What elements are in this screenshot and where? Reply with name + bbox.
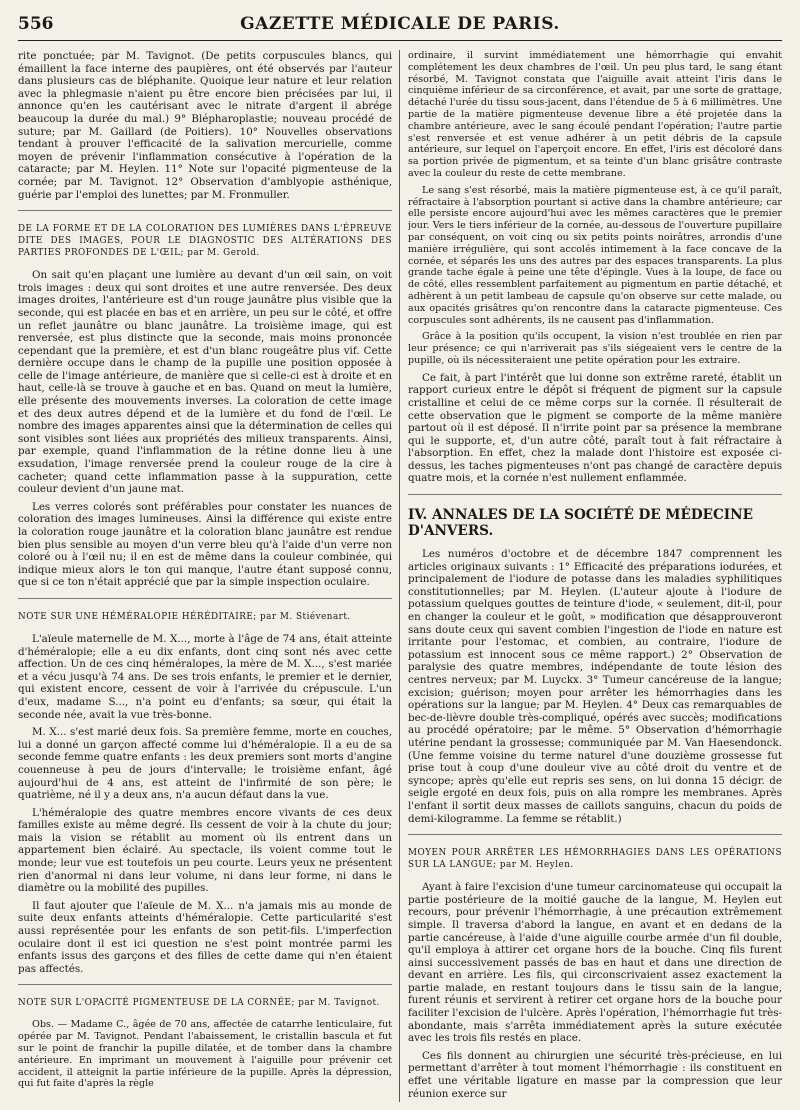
paragraph: Grâce à la position qu'ils occupent, la vision n'est troublée en rien par leur présence; ce qui n'arriverait pas s'ils siégeaient vers le centre de la pupille, où ils nécessiteraient une petite opération pour les extraire. xyxy=(408,331,782,366)
paragraph: Les verres colorés sont préférables pour constater les nuances de coloration des images lumineuses. Ainsi la différence qui existe entre la coloration rouge jaunâtre et la coloration blanc jaunâtre est rendue bien plus sensible au moyen d'un verre bleu qu'à l'aide d'un verre non coloré ou à l'œil nu; il en est de même dans la couleur combinée, qui indique mieux alors le ton qui manque, l'autre étant supposé connu, que si ce ton n'était apprécié que par la simple inspection oculaire. xyxy=(18,500,392,589)
section-title: DE LA FORME ET DE LA COLORATION DES LUMIÈRES DANS L'ÉPREUVE DITE DES IMAGES, POUR LE DIAGNOSTIC DES ALTÉRATIONS DES PARTIES PROFONDES DE L'ŒIL xyxy=(18,224,392,259)
column-divider xyxy=(399,50,400,1102)
paragraph: Le sang s'est résorbé, mais la matière pigmenteuse est, à ce qu'il paraît, réfractaire à l'absorption pourtant si active dans la chambre antérieure; car elle persiste encore aujourd'hui avec les mêmes caractères que le premier jour. Vers le tiers inférieur de la cornée, au-dessous de l'ouverture pupillaire par conséquent, on voit cinq ou six petits points noirâtres, arrondis d'une manière irrégulière, qui sont accolés intimement à la face concave de la cornée, et séparés les uns des autres par des espaces transparents. La plus grande tache égale à peine une tête d'épingle. Vues à la loupe, de face ou de côté, elles ressemblent parfaitement au pigmentum en partie détaché, et adhèrent à un petit lambeau de capsule qu'on observe sur cette malade, ou aux opacités grisâtres qu'on rencontre dans la cataracte pigmenteuse. Ces corpuscules sont adhérents, ils ne causent pas d'inflammation. xyxy=(408,184,782,326)
section-title: NOTE SUR UNE HÉMÉRALOPIE HÉRÉDITAIRE xyxy=(18,611,254,622)
left-column xyxy=(18,50,392,1105)
section-rule xyxy=(18,598,392,599)
paragraph: Ayant à faire l'excision d'une tumeur carcinomateuse qui occupait la partie postérieure de la moitié gauche de la langue, M. Heylen eut recours, pour prévenir l'hémorrhagie, à une précaution extrêmement simple. Il traversa d'abord la langue, en avant et en dedans de la partie cancéreuse, à l'aide d'une aiguille courbe armée d'un fil double, qu'il employa à attirer cet organe hors de la bouche. Cinq fils furent ainsi successivement passés de bas en haut et dans une direction de devant en arrière. Les fils, qui circonscrivaient assez exactement la partie malade, en restant toujours dans le tissu sain de la langue, furent réunis et servirent à retirer cet organe hors de la bouche pour faciliter l'excision de l'ulcère. Après l'opération, l'hémorrhagie fut très-abondante, mais s'arrêta immédiatement après la suture exécutée avec les trois fils restés en place. xyxy=(408,881,782,1045)
paragraph: ordinaire, il survint immédiatement une hémorrhagie qui envahit complétement les deux chambres de l'œil. Un peu plus tard, le sang étant résorbé, M. Tavignot constata que l'aiguille avait atteint l'iris dans le cinquième inférieur de sa circonférence, et avait, par une sorte de grattage, détaché l'urée du tissu sous-jacent, dans l'étendue de 5 à 6 millimètres. Une partie de la matière pigmenteuse devenue libre a été projetée dans la chambre antérieure, avec le sang écoulé pendant l'opération; l'autre partie s'est renversée et est venue adhérer à un petit débris de la capsule antérieure, sur lequel on l'aperçoit encore. En effet, l'iris est décoloré dans sa portion privée de pigmentum, et sa teinte d'un blanc grisâtre contraste avec la couleur du reste de cette membrane. xyxy=(408,50,782,179)
paragraph: On sait qu'en plaçant une lumière au devant d'un œil sain, on voit trois images : deux qui sont droites et une autre renversée. Des deux images droites, l'antérieure est d'un rouge jaunâtre plus visible que la seconde, qui est placée en bas et en arrière, un peu sur le côté, et offre un reflet jaunâtre ou blanc jaunâtre. La troisième image, qui est renversée, est plus distincte que la seconde, mais moins prononcée cependant que la première, et est d'un blanc rougeâtre plus vif. Cette dernière occupe dans le champ de la pupille une position opposée à celle de l'image antérieure, de manière que si celle-ci est à droite et en haut, celle-là se trouve à gauche et en bas. Quand on meut la lumière, elle présente des mouvements inverses. La coloration de cette image et des deux autres dépend et de la lumière et du fond de l'œil. Le nombre des images apparentes ainsi que la détermination de celles qui sont visibles sont liées aux propriétés des milieux transparents. Ainsi, par exemple, quand l'inflammation de la rétine donne lieu à une exsudation, l'image renversée prend la couleur rouge de la cire à cacheter; quand cette inflammation passe à la suppuration, cette couleur devient d'un jaune mat. xyxy=(18,269,392,496)
section-title: NOTE SUR L'OPACITÉ PIGMENTEUSE DE LA CORNÉE xyxy=(18,998,292,1009)
paragraph: L'aïeule maternelle de M. X..., morte à l'âge de 74 ans, était atteinte d'héméralopie; elle a eu dix enfants, dont cinq sont nés avec cette affection. Un de ces cinq héméralopes, la mère de M. X..., s'est mariée et a vécu jusqu'à 74 ans. De ses trois enfants, le premier et le dernier, qui existent encore, cessent de voir à l'arrivée du crépuscule. L'un d'eux, madame S..., n'a point eu d'enfants; sa sœur, qui était la seconde née, avait la vue très-bonne. xyxy=(18,632,392,721)
section-rule xyxy=(408,494,782,495)
section-author: ; par M. Gerold. xyxy=(180,248,260,259)
paragraph: L'héméralopie des quatre membres encore vivants de ces deux familles existe au même degré. Ils cessent de voir à la chute du jour; mais la vision se rétablit au moment où ils entrent dans un appartement bien éclairé. Au spectacle, ils voient comme tout le monde; leur vue est toutefois un peu courte. Leurs yeux ne présentent rien d'anormal ni dans leur volume, ni dans leur forme, ni dans le diamètre ou la mobilité des pupilles. xyxy=(18,806,392,895)
section-author: ; par M. Stiévenart. xyxy=(253,611,351,622)
intro-paragraph: rite ponctuée; par M. Tavignot. (De petits corpuscules blancs, qui émaillent la face interne des paupières, ont été observés par l'auteur dans plusieurs cas de bléphanite. Quoique leur nature et leur relation avec la phlegmasie n'aient pu être encore bien précisées par lui, il annonce qu'en les cautérisant avec le nitrate d'argent il abrége beaucoup la durée du mal.) 9° Blépharoplastie; nouveau procédé de suture; par M. Gaillard (de Poitiers). 10° Nouvelles observations tendant à prouver l'efficacité de la salivation mercurielle, comme moyen de prévenir l'inflammation consécutive à l'opération de la cataracte; par M. Heylen. 11° Note sur l'opacité pigmenteuse de la cornée; par M. Tavignot. 12° Observation d'amblyopie asthénique, guérie par l'emploi des lunettes; par M. Fronmuller. xyxy=(18,50,392,201)
paragraph: Ces fils donnent au chirurgien une sécurité très-précieuse, en lui permettant d'arrêter à tout moment l'hémorrhagie : ils constituent en effet une véritable ligature en masse par la compression que leur réunion exerce sur xyxy=(408,1049,782,1100)
section-rule xyxy=(18,210,392,211)
section-author: ; par M. Heylen. xyxy=(493,860,574,871)
paragraph: Les numéros d'octobre et de décembre 1847 comprennent les articles originaux suivants : 1° Efficacité des préparations iodurées, et principalement de l'iodure de potasse dans les maladies syphilitiques constitutionnelles; par M. Heylen. (L'auteur ajoute à l'iodure de potassium quelques gouttes de teinture d'iode, « seulement, dit-il, pour en changer la couleur et le goût, » modification que désapprouveront sans doute ceux qui savent combien l'ingestion de l'iode en nature est irritante pour l'estomac, et combien, au contraire, l'iodure de potassium est innocent sous ce même rapport.) 2° Observation de paralysie des quatre membres, indépendante de toute lésion des centres nerveux; par M. Luyckx. 3° Tumeur cancéreuse de la langue; excision; guérison; moyen pour arrêter les hémorrhagies dans les opérations sur la langue; par M. Heylen. 4° Deux cas remarquables de bec-de-lièvre double très-compliqué, opérés avec succès; modifications au procédé opératoire; par le même. 5° Observation d'hémorrhagie utérine pendant la grossesse; communiquée par M. Van Haesendonck. (Une femme voisine du terme naturel d'une douzième grossesse fut prise tout à coup d'une douleur vive au côté droit du ventre et de syncope; après qu'elle eut repris ses sens, on lui donna 15 décigr. de seigle ergoté en deux fois, puis on alla rompre les membranes. Après l'enfant il sortit deux masses de caillots sanguins, chacun du poids de demi-kilogramme. La femme se rétablit.) xyxy=(408,548,782,825)
section-rule xyxy=(18,984,392,985)
paragraph: Il faut ajouter que l'aïeule de M. X... n'a jamais mis au monde de suite deux enfants atteints d'héméralopie. Cette particularité s'est aussi représentée pour les enfants de son petit-fils. L'imperfection oculaire dont il est ici question ne s'est point montrée parmi les enfants issus des garçons et des filles de cette dame qui n'en étaient pas affectés. xyxy=(18,899,392,975)
right-column xyxy=(408,50,782,1105)
paragraph: Ce fait, à part l'intérêt que lui donne son extrême rareté, établit un rapport curieux entre le dépôt si fréquent de pigment sur la capsule cristalline et celui de ce même corps sur la cornée. Il résulterait de cette observation que le pigment se comporte de la même manière partout où il est déposé. Il n'irrite point par sa présence la membrane qui le supporte, et, d'un autre côté, paraît tout à fait réfractaire à l'absorption. En effet, chez la malade dont l'histoire est exposée ci-dessus, les taches pigmenteuses n'ont pas changé de caractère depuis quatre mois, et la cornée n'est nullement enflammée. xyxy=(408,371,782,485)
page-header xyxy=(18,14,782,41)
section-heading-stievenart xyxy=(18,611,392,623)
paragraph: M. X... s'est marié deux fois. Sa première femme, morte en couches, lui a donné un garçon affecté comme lui d'héméralopie. Il a eu de sa seconde femme quatre enfants : les deux premiers sont morts d'angine couenneuse à peu de jours d'intervalle; le troisième enfant, âgé aujourd'hui de 4 ans, est atteint de l'infirmité de son père; le quatrième, né il y a deux ans, n'a aucun défaut dans la vue. xyxy=(18,726,392,802)
section-heading-gerold xyxy=(18,223,392,259)
page-number: 556 xyxy=(18,14,54,34)
section-heading-anvers: IV. ANNALES DE LA SOCIÉTÉ DE MÉDECINE D'ANVERS. xyxy=(408,507,753,540)
section-heading-tavignot xyxy=(18,997,392,1009)
journal-title: GAZETTE MÉDICALE DE PARIS. xyxy=(240,14,560,34)
section-author: ; par M. Tavignot. xyxy=(291,998,380,1009)
section-title: MOYEN POUR ARRÊTER LES HÉMORRHAGIES DANS LES OPÉRATIONS SUR LA LANGUE xyxy=(408,848,782,871)
section-rule xyxy=(408,834,782,835)
observation-paragraph: Obs. — Madame C., âgée de 70 ans, affectée de catarrhe lenticulaire, fut opérée par M. Tavignot. Pendant l'abaissement, le cristallin bascula et fut sur le point de franchir la pupille dilatée, et de tomber dans la chambre antérieure. En imprimant un mouvement à l'aiguille pour prévenir cet accident, il atteignit la partie inférieure de la pupille. Après la dépression, qui fut faite d'après la règle xyxy=(18,1019,392,1090)
section-heading-heylen xyxy=(408,847,782,871)
